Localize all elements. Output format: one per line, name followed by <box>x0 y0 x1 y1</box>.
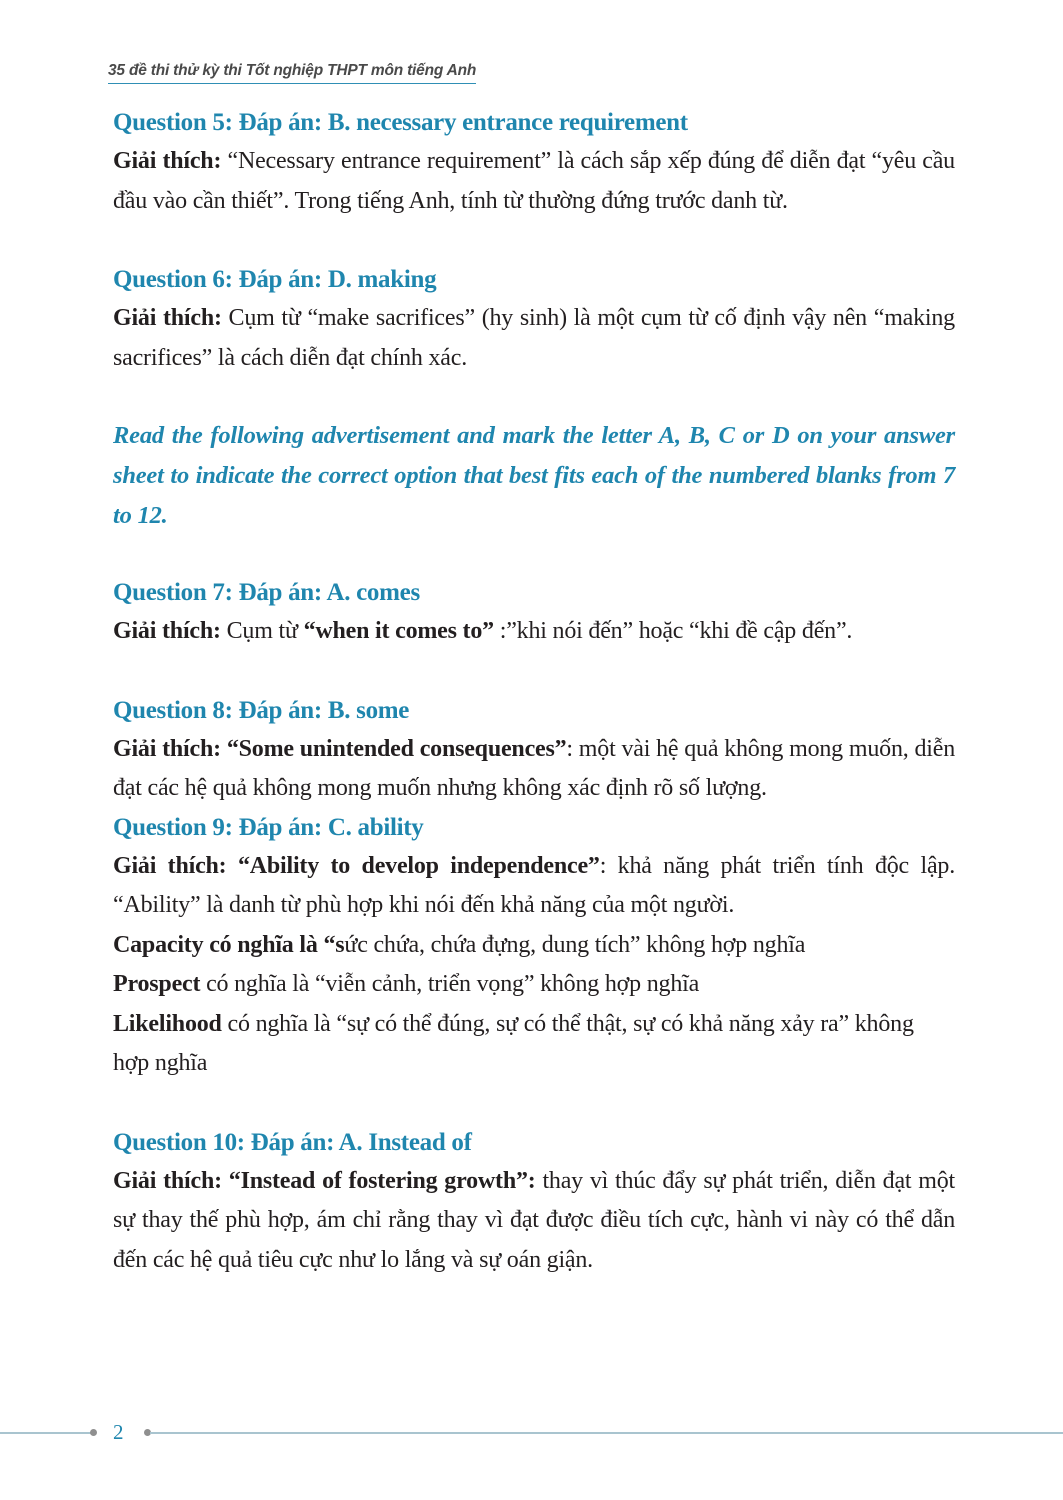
explanation-text: thay vì thúc đẩy sự phát triển, diễn đạt một sự thay thế phù hợp, ám chỉ rằng thay vì đạt được điều tích cực, hành vi này có thể dẫn đến các hệ quả tiêu cực như lo lắng và sự oán giận. <box>113 1167 955 1273</box>
page-content <box>113 104 955 1280</box>
question-9-explanation <box>113 847 955 926</box>
question-6 <box>113 261 955 378</box>
question-6-title: Question 6: Đáp án: D. making <box>113 266 437 293</box>
explanation-text: : khả năng phát triển tính độc lập. “Ability” là danh từ phù hợp khi nói đến khả năng của một người. <box>113 852 955 918</box>
explanation-text: : một vài hệ quả không mong muốn, diễn đạt các hệ quả không mong muốn nhưng không xác định rõ số lượng. <box>113 735 955 801</box>
page-footer <box>0 1419 1063 1449</box>
explanation-label: Giải thích: “Instead of fostering growth”: <box>113 1167 536 1194</box>
question-7 <box>113 574 955 652</box>
footer-rule-left <box>0 1432 92 1434</box>
question-7-explanation <box>113 612 955 652</box>
footer-dot-icon <box>90 1429 97 1436</box>
question-8-explanation <box>113 730 955 809</box>
explanation-label: Giải thích: “Some unintended consequences” <box>113 735 567 762</box>
alternative-text: ức chứa, chứa đựng, dung tích” không hợp nghĩa <box>344 931 806 958</box>
question-10 <box>113 1124 955 1281</box>
question-5-explanation <box>113 142 955 221</box>
question-5 <box>113 104 955 221</box>
alternative-text: có nghĩa là “sự có thể đúng, sự có thể thật, sự có khả năng xảy ra” không hợp nghĩa <box>113 1010 914 1076</box>
alternative-word: Likelihood <box>113 1010 222 1037</box>
question-5-title: Question 5: Đáp án: B. necessary entrance requirement <box>113 109 688 136</box>
alternative-likelihood <box>113 1005 955 1084</box>
alternative-text: có nghĩa là “viễn cảnh, triển vọng” không hợp nghĩa <box>200 971 700 997</box>
alternative-word: Prospect <box>113 971 201 997</box>
page-number: 2 <box>113 1420 124 1444</box>
footer-rule-right <box>150 1432 1063 1434</box>
alternative-word: Capacity có nghĩa là “s <box>113 931 345 958</box>
question-8-title: Question 8: Đáp án: B. some <box>113 696 410 724</box>
alternative-capacity <box>113 926 955 966</box>
question-9-title: Question 9: Đáp án: C. ability <box>113 813 424 841</box>
explanation-label: Giải thích: <box>113 305 222 331</box>
question-8 <box>113 692 955 809</box>
question-9 <box>113 809 955 1084</box>
explanation-label: Giải thích: “Ability to develop independence” <box>113 852 600 879</box>
section-instruction: Read the following advertisement and mark the letter A, B, C or D on your answer sheet to indicate the correct option that best fits each of the numbered blanks from 7 to 12. <box>113 422 955 529</box>
key-phrase: “when it comes to” <box>303 618 494 644</box>
alternative-prospect <box>113 965 955 1005</box>
explanation-label: Giải thích: <box>113 148 222 174</box>
question-10-explanation <box>113 1162 955 1281</box>
explanation-text: Cụm từ “make sacrifices” (hy sinh) là một cụm từ cố định vậy nên “making sacrifices” là cách diễn đạt chính xác. <box>113 305 955 371</box>
explanation-label: Giải thích: <box>113 618 221 644</box>
explanation-text: Cụm từ <box>220 618 304 644</box>
question-10-title: Question 10: Đáp án: A. Instead of <box>113 1128 472 1156</box>
explanation-text: :”khi nói đến” hoặc “khi đề cập đến”. <box>493 618 853 644</box>
explanation-text: “Necessary entrance requirement” là cách sắp xếp đúng để diễn đạt “yêu cầu đầu vào cần thiết”. Trong tiếng Anh, tính từ thường đứng trước danh từ. <box>113 148 955 214</box>
question-7-title: Question 7: Đáp án: A. comes <box>113 579 420 606</box>
question-6-explanation <box>113 299 955 378</box>
running-header: 35 đề thi thử kỳ thi Tốt nghiệp THPT môn tiếng Anh <box>108 62 476 84</box>
